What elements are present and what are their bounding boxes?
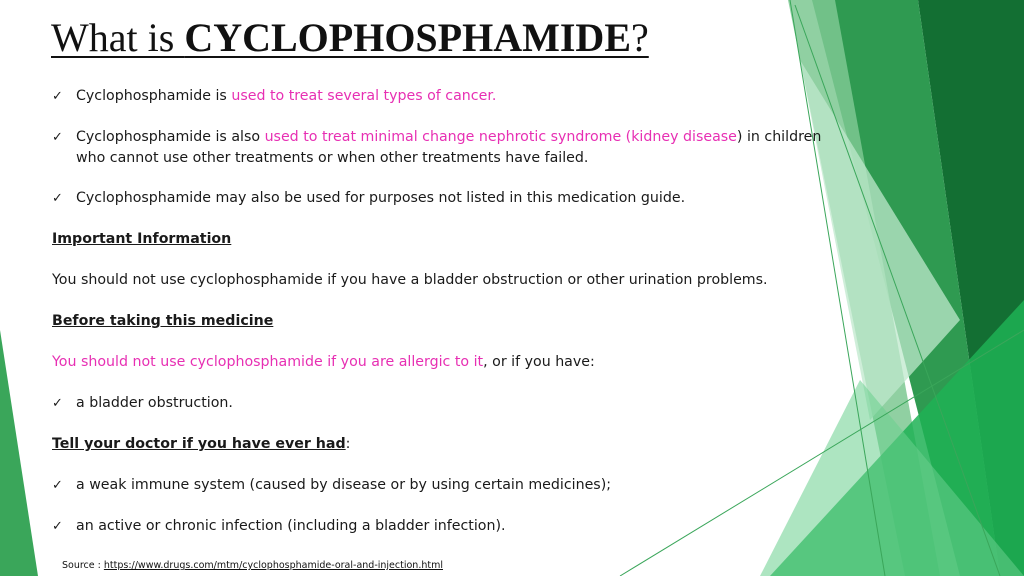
before-text [52,352,812,373]
source-citation [62,560,443,571]
title-suffix: ? [631,15,649,60]
bullet-immune [52,475,836,496]
tell-heading: Tell your doctor if you have ever had [52,436,346,452]
source-link[interactable]: https://www.drugs.com/mtm/cyclophosphamide-oral-and-injection.html [103,560,443,571]
title-prefix: What is [51,15,185,60]
tell-colon: : [345,436,351,452]
checkmark-icon: ✓ [52,478,63,493]
tell-heading-line [52,434,812,455]
bullet-bladder [52,393,836,414]
bullet-1 [52,86,836,107]
bullet-1-text: Cyclophosphamide is [76,88,232,104]
checkmark-icon: ✓ [52,396,63,411]
checkmark-icon: ✓ [52,130,63,145]
checkmark-icon: ✓ [52,519,63,534]
bullet-2-text: Cyclophosphamide is also [76,129,265,145]
left-edge-triangle [0,330,38,576]
bullet-1-highlight: used to treat several types of cancer. [231,88,497,104]
before-after: , or if you have: [483,354,595,370]
source-label: Source : [62,560,104,571]
before-heading: Before taking this medicine [52,313,274,329]
bullet-bladder-text: a bladder obstruction. [76,395,233,411]
bullet-2 [52,127,836,169]
bullet-immune-text: a weak immune system (caused by disease or by using certain medicines); [76,477,612,493]
important-text: You should not use cyclophosphamide if you have a bladder obstruction or other urination problems. [52,272,768,288]
bullet-3-text: Cyclophosphamide may also be used for purposes not listed in this medication guide. [76,190,686,206]
important-heading: Important Information [52,231,232,247]
title-strong: CYCLOPHOSPHAMIDE [184,15,631,60]
bullet-3 [52,188,836,209]
bullet-2-highlight: used to treat minimal change nephrotic syndrome (kidney disease [264,129,737,145]
checkmark-icon: ✓ [52,89,63,104]
bullet-2-after: ) in children who cannot use other treatments or when other treatments have failed. [76,129,822,166]
bullet-infection [52,516,836,537]
bullet-infection-text: an active or chronic infection (including a bladder infection). [76,518,506,534]
checkmark-icon: ✓ [52,191,63,206]
before-highlight: You should not use cyclophosphamide if you are allergic to it [52,354,484,370]
page-title [51,14,649,61]
